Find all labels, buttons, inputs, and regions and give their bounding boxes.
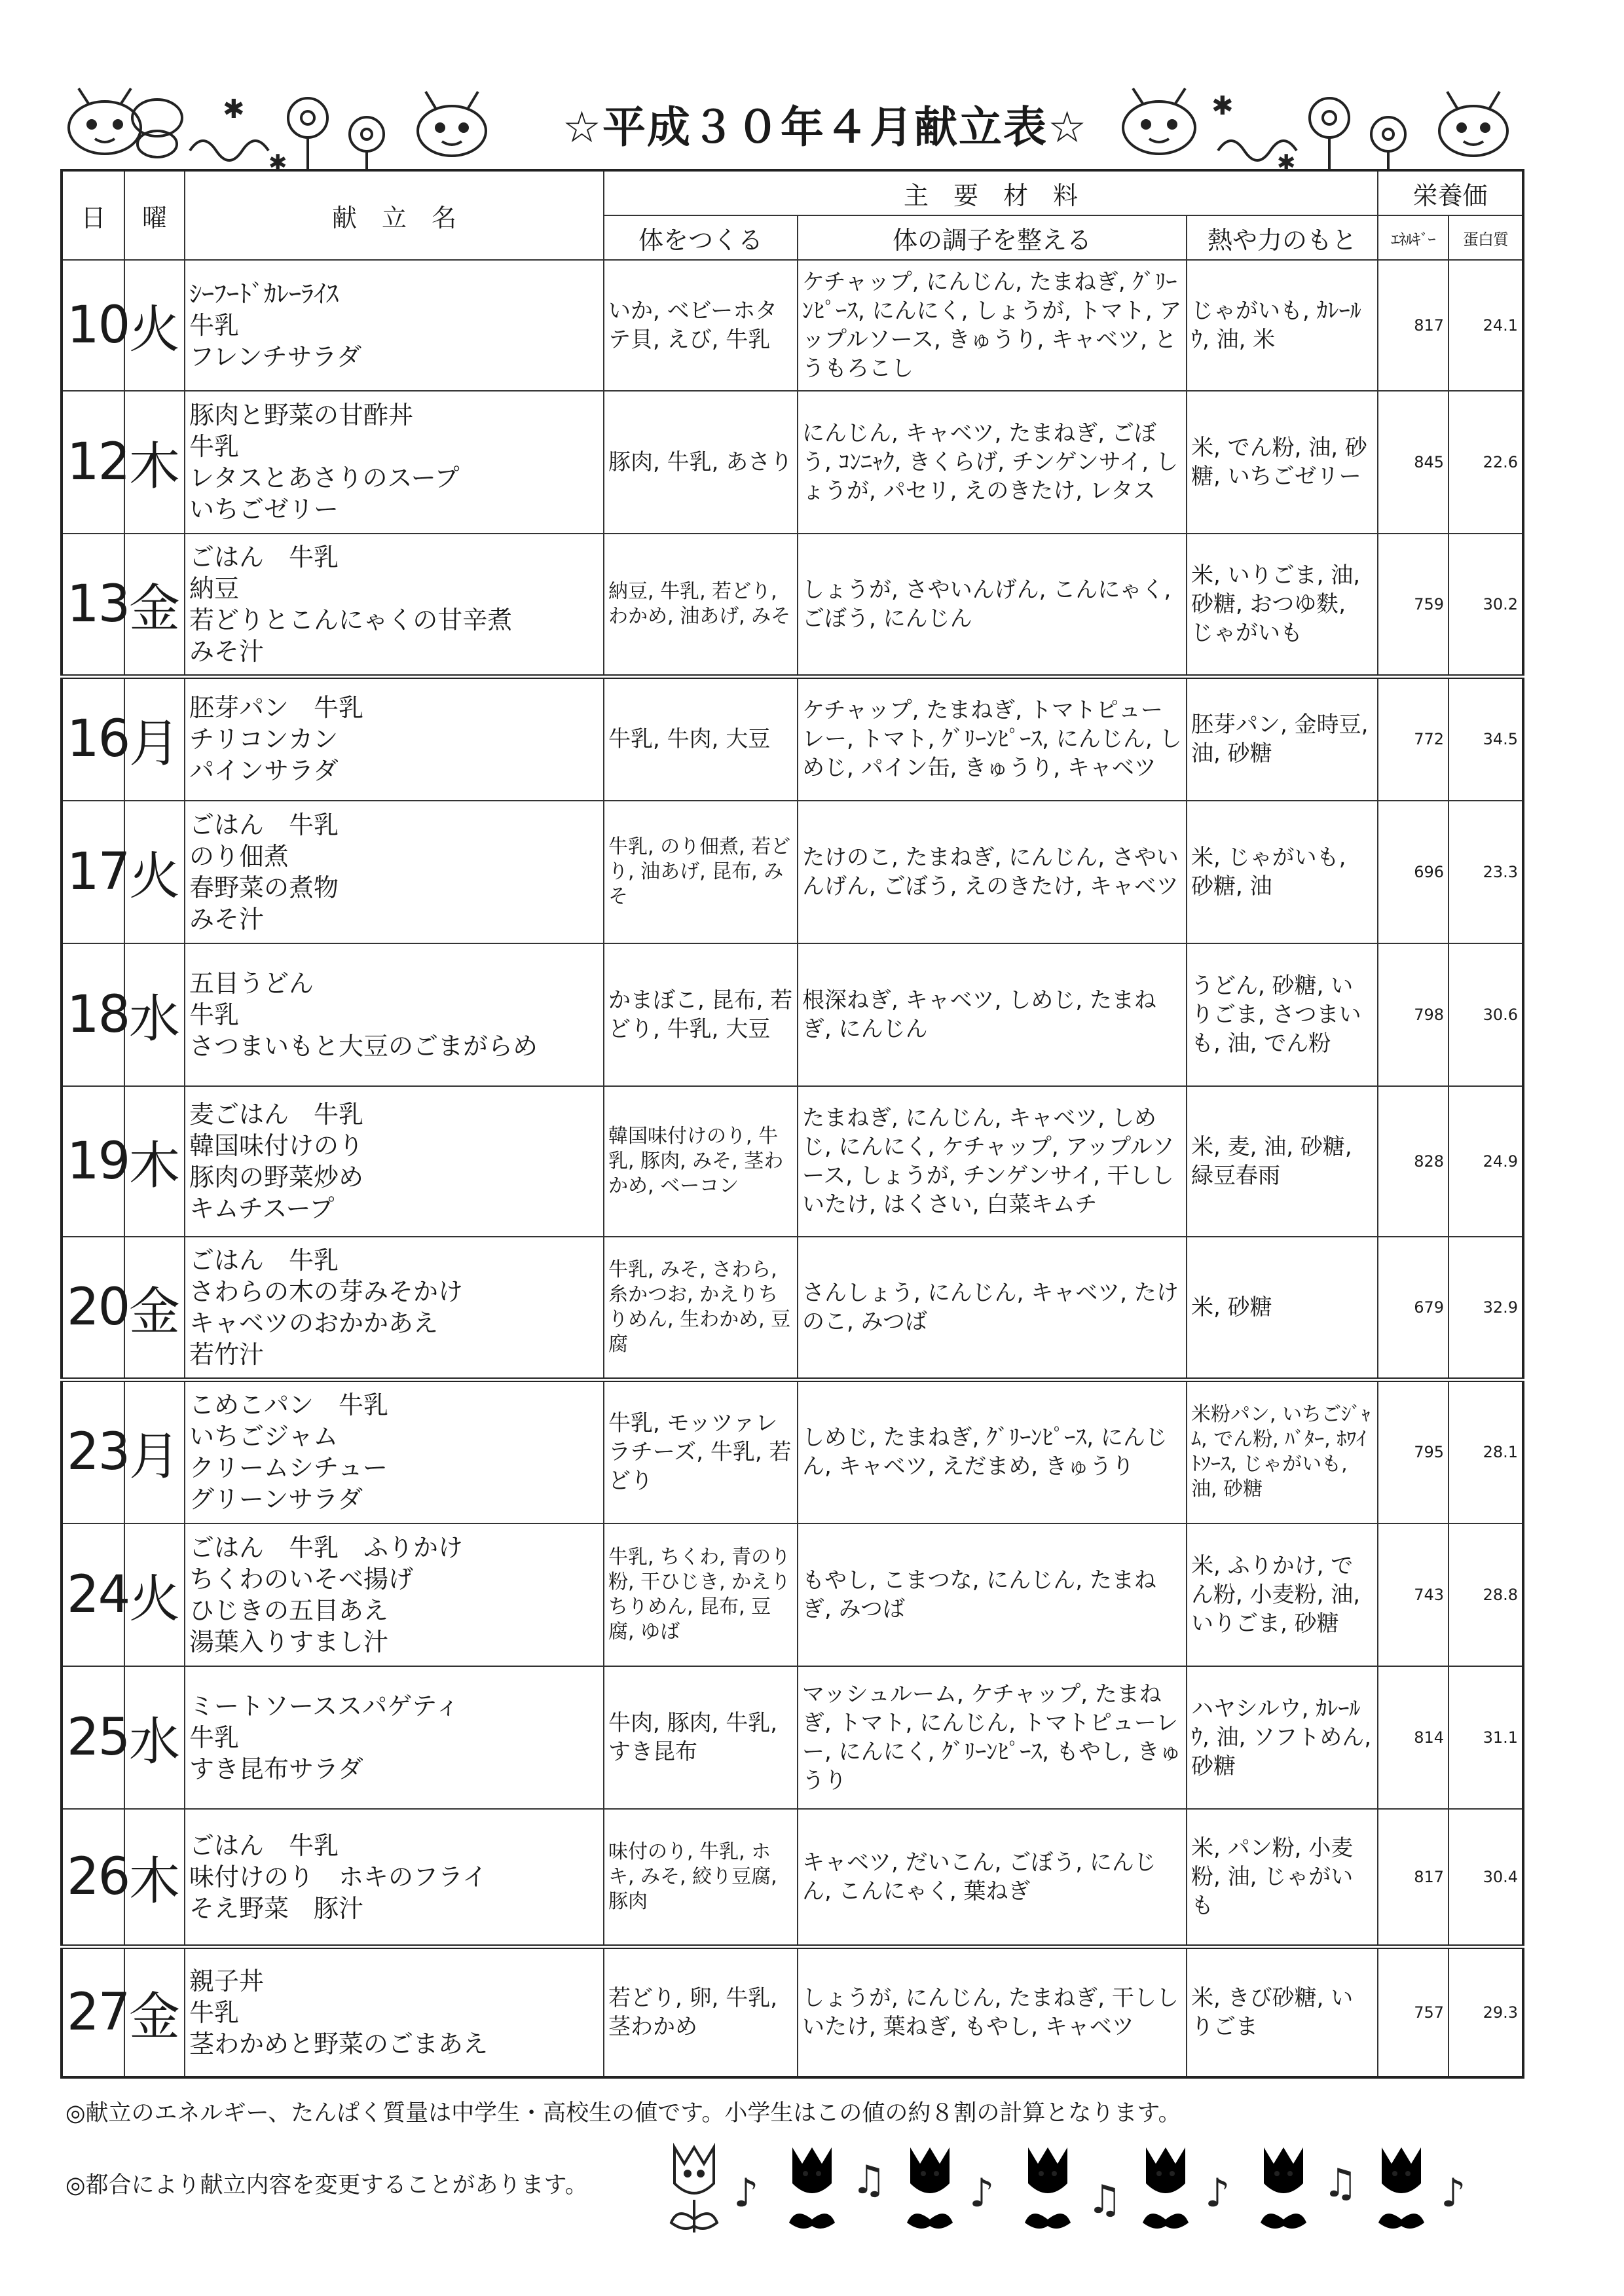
dish-name: ごはん 牛乳 ふりかけ [189,1533,464,1562]
dish-list [185,943,604,1086]
day-number: 17 [62,801,124,943]
menu-row [62,1946,1523,2077]
dish-name: ごはん 牛乳 [189,542,339,572]
menu-row [62,676,1523,801]
dish-list [185,1237,604,1379]
menu-row [62,260,1523,391]
day-number: 26 [62,1809,124,1946]
energy-source-ingredients: じゃがいも, ｶﾚｰﾙｳ, 油, 米 [1187,260,1378,391]
page-title: ☆平成３０年４月献立表☆ [562,102,1088,153]
weekday: 月 [124,676,185,801]
svg-text:✱: ✱ [1211,91,1234,121]
body-condition-ingredients: ケチャップ, にんじん, たまねぎ, ｸﾞﾘｰﾝﾋﾟｰｽ, にんにく, しょうが, トマト, アップルソース, きゅうり, キャベツ, とうもろこし [798,260,1187,391]
dish-name: ｼｰﾌｰﾄﾞｶﾚｰﾗｲｽ [189,280,339,308]
menu-table [60,169,1524,2079]
header-weekday: 曜 [124,170,185,260]
energy-source-ingredients: 米, きび砂糖, いりごま [1187,1946,1378,2077]
dish-name: 胚芽パン 牛乳 [189,693,364,723]
dish-name: 納豆 [189,574,240,603]
dish-list [185,1379,604,1523]
body-build-ingredients: 韓国味付けのり, 牛乳, 豚肉, みそ, 茎わかめ, ベーコン [604,1086,798,1237]
svg-text:♫: ♫ [1323,2160,1358,2206]
energy-value: 845 [1378,391,1449,534]
energy-value: 814 [1378,1666,1449,1809]
menu-row [62,943,1523,1086]
dish-name: ごはん 牛乳 [189,811,339,839]
weekday: 月 [124,1379,185,1523]
weekday: 火 [124,801,185,943]
dish-name: いちごジャム [189,1422,339,1451]
protein-value: 28.1 [1449,1379,1523,1523]
dish-name: パインサラダ [189,756,339,786]
body-condition-ingredients: にんじん, キャベツ, たまねぎ, ごぼう, ｺﾝﾆｬｸ, きくらげ, チンゲンサイ, しょうが, パセリ, えのきたけ, レタス [798,391,1187,534]
body-condition-ingredients: しょうが, にんじん, たまねぎ, 干ししいたけ, 葉ねぎ, もやし, キャベツ [798,1946,1187,2077]
protein-value: 31.1 [1449,1666,1523,1809]
energy-source-ingredients: 米, でん粉, 油, 砂糖, いちごゼリー [1187,391,1378,534]
menu-row [62,1237,1523,1379]
dish-name: こめこパン 牛乳 [189,1391,389,1420]
body-build-ingredients: 牛乳, みそ, さわら, 糸かつお, かえりちりめん, 生わかめ, 豆腐 [604,1237,798,1379]
energy-value: 795 [1378,1379,1449,1523]
protein-value: 23.3 [1449,801,1523,943]
dish-name: 牛乳 [189,311,240,340]
energy-value: 759 [1378,534,1449,676]
protein-value: 29.3 [1449,1946,1523,2077]
energy-value: 696 [1378,801,1449,943]
header-main-ingredients: 主 要 材 料 [604,170,1378,215]
page-header [59,79,1519,177]
energy-value: 798 [1378,943,1449,1086]
svg-text:♪: ♪ [1441,2170,1466,2216]
protein-value: 24.1 [1449,260,1523,391]
energy-value: 757 [1378,1946,1449,2077]
dish-name: クリームシチュー [189,1453,388,1483]
dish-name: 豚肉の野菜炒め [189,1163,364,1192]
weekday: 木 [124,1809,185,1946]
weekday: 金 [124,1237,185,1379]
svg-text:✱: ✱ [268,150,287,176]
energy-value: 817 [1378,260,1449,391]
dish-name: 五目うどん [189,969,314,998]
day-number: 18 [62,943,124,1086]
dish-name: ひじきの五目あえ [189,1596,389,1625]
dish-name: 春野菜の煮物 [189,873,339,902]
dish-list [185,1809,604,1946]
body-build-ingredients: 牛乳, モッツァレラチーズ, 牛乳, 若どり [604,1379,798,1523]
dish-name: いちごゼリー [189,495,339,524]
svg-text:♫: ♫ [1087,2177,1122,2223]
energy-value: 772 [1378,676,1449,801]
weekday: 木 [124,1086,185,1237]
energy-value: 679 [1378,1237,1449,1379]
dish-name: 若竹汁 [189,1339,265,1369]
dish-name: 味付けのり ホキのフライ [189,1862,487,1891]
svg-text:✱: ✱ [223,94,245,124]
header-nutrition: 栄養価 [1378,170,1523,215]
bee-flower-decoration-icon [59,79,504,177]
dish-name: フレンチサラダ [189,342,362,371]
bee-flower-decoration-icon [1107,79,1526,177]
dish-name: そえ野菜 豚汁 [189,1893,364,1923]
dish-name: みそ汁 [189,636,265,666]
note-nutrition: ◎献立のエネルギー、たんぱく質量は中学生・高校生の値です。小学生はこの値の約８割の計算となります。 [65,2100,1181,2126]
menu-row [62,391,1523,534]
tulip-music-decoration-icon [661,2134,1532,2246]
dish-name: さつまいもと大豆のごまがらめ [189,1032,538,1061]
dish-name: 韓国味付けのり [189,1131,364,1160]
day-number: 10 [62,260,124,391]
dish-name: チリコンカン [189,725,339,754]
weekday: 水 [124,943,185,1086]
dish-name: ミートソーススパゲティ [189,1692,460,1721]
dish-name: 茎わかめと野菜のごまあえ [189,2029,489,2058]
body-build-ingredients: いか, ベビーホタテ貝, えび, 牛乳 [604,260,798,391]
body-condition-ingredients: キャベツ, だいこん, ごぼう, にんじん, こんにゃく, 葉ねぎ [798,1809,1187,1946]
dish-name: 牛乳 [189,432,240,461]
energy-source-ingredients: 米, 砂糖 [1187,1237,1378,1379]
dish-name: ごはん 牛乳 [189,1245,339,1275]
dish-name: 豚肉と野菜の甘酢丼 [189,401,414,429]
protein-value: 30.4 [1449,1809,1523,1946]
dish-list [185,1086,604,1237]
body-condition-ingredients: マッシュルーム, ケチャップ, たまねぎ, トマト, にんじん, トマトピューレー, にんにく, ｸﾞﾘｰﾝﾋﾟｰｽ, もやし, きゅうり [798,1666,1187,1809]
dish-name: ちくわのいそべ揚げ [189,1565,414,1594]
body-condition-ingredients: しめじ, たまねぎ, ｸﾞﾘｰﾝﾋﾟｰｽ, にんじん, キャベツ, えだまめ, きゅうり [798,1379,1187,1523]
menu-row [62,1666,1523,1809]
energy-source-ingredients: 米, ふりかけ, でん粉, 小麦粉, 油, いりごま, 砂糖 [1187,1523,1378,1666]
energy-source-ingredients: ハヤシルウ, ｶﾚｰﾙｳ, 油, ソフトめん, 砂糖 [1187,1666,1378,1809]
menu-row [62,1086,1523,1237]
dish-name: キムチスープ [189,1194,335,1223]
energy-source-ingredients: うどん, 砂糖, いりごま, さつまいも, 油, でん粉 [1187,943,1378,1086]
dish-name: さわらの木の芽みそかけ [189,1277,464,1306]
dish-name: キャベツのおかかあえ [189,1308,439,1338]
energy-source-ingredients: 胚芽パン, 金時豆, 油, 砂糖 [1187,676,1378,801]
header-body-build: 体をつくる [604,215,798,260]
dish-list [185,534,604,676]
dish-list [185,260,604,391]
dish-name: 湯葉入りすまし汁 [189,1628,389,1656]
energy-source-ingredients: 米, いりごま, 油, 砂糖, おつゆ麩, じゃがいも [1187,534,1378,676]
svg-text:♫: ♫ [851,2157,887,2203]
dish-list [185,391,604,534]
dish-name: ごはん 牛乳 [189,1831,339,1860]
day-number: 24 [62,1523,124,1666]
day-number: 16 [62,676,124,801]
weekday: 金 [124,1946,185,2077]
weekday: 木 [124,391,185,534]
body-condition-ingredients: たまねぎ, にんじん, キャベツ, しめじ, にんにく, ケチャップ, アップルソース, しょうが, チンゲンサイ, 干ししいたけ, はくさい, 白菜キムチ [798,1086,1187,1237]
body-condition-ingredients: さんしょう, にんじん, キャベツ, たけのこ, みつば [798,1237,1187,1379]
energy-source-ingredients: 米, じゃがいも, 砂糖, 油 [1187,801,1378,943]
svg-text:♪: ♪ [1205,2170,1230,2216]
header-menu-name: 献 立 名 [185,170,604,260]
weekday: 火 [124,1523,185,1666]
dish-name: グリーンサラダ [189,1485,363,1514]
menu-row [62,1379,1523,1523]
day-number: 19 [62,1086,124,1237]
svg-text:♪: ♪ [733,2170,759,2216]
menu-body [62,260,1523,2077]
dish-list [185,1946,604,2077]
energy-value: 828 [1378,1086,1449,1237]
menu-row [62,1809,1523,1946]
menu-row [62,801,1523,943]
energy-source-ingredients: 米, 麦, 油, 砂糖, 緑豆春雨 [1187,1086,1378,1237]
dish-list [185,801,604,943]
header-protein: 蛋白質 [1449,215,1523,260]
dish-name: 麦ごはん 牛乳 [189,1100,364,1129]
dish-list [185,1523,604,1666]
body-build-ingredients: 若どり, 卵, 牛乳, 茎わかめ [604,1946,798,2077]
svg-text:♪: ♪ [969,2170,995,2216]
header-body-condition: 体の調子を整える [798,215,1187,260]
body-condition-ingredients: ケチャップ, たまねぎ, トマトピューレー, トマト, ｸﾞﾘｰﾝﾋﾟｰｽ, にんじん, しめじ, パイン缶, きゅうり, キャベツ [798,676,1187,801]
dish-list [185,676,604,801]
weekday: 水 [124,1666,185,1809]
energy-source-ingredients: 米粉パン, いちごｼﾞｬﾑ, でん粉, ﾊﾞﾀｰ, ﾎﾜｲﾄｿｰｽ, じゃがいも, 油, 砂糖 [1187,1379,1378,1523]
weekday: 金 [124,534,185,676]
body-build-ingredients: 味付のり, 牛乳, ホキ, みそ, 絞り豆腐, 豚肉 [604,1809,798,1946]
day-number: 27 [62,1946,124,2077]
energy-value: 743 [1378,1523,1449,1666]
dish-name: 牛乳 [189,1000,240,1029]
dish-name: すき昆布サラダ [189,1755,363,1783]
dish-name: 牛乳 [189,1997,240,2027]
dish-name: 牛乳 [189,1723,240,1752]
protein-value: 28.8 [1449,1523,1523,1666]
body-build-ingredients: 牛乳, ちくわ, 青のり粉, 干ひじき, かえりちりめん, 昆布, 豆腐, ゆば [604,1523,798,1666]
protein-value: 30.6 [1449,943,1523,1086]
dish-name: 親子丼 [189,1966,265,1995]
protein-value: 30.2 [1449,534,1523,676]
menu-row [62,534,1523,676]
dish-name: のり佃煮 [189,842,289,871]
body-condition-ingredients: もやし, こまつな, にんじん, たまねぎ, みつば [798,1523,1187,1666]
dish-name: レタスとあさりのスープ [189,464,460,492]
weekday: 火 [124,260,185,391]
protein-value: 24.9 [1449,1086,1523,1237]
body-build-ingredients: 豚肉, 牛乳, あさり [604,391,798,534]
energy-source-ingredients: 米, パン粉, 小麦粉, 油, じゃがいも [1187,1809,1378,1946]
body-build-ingredients: 納豆, 牛乳, 若どり, わかめ, 油あげ, みそ [604,534,798,676]
header-day: 日 [62,170,124,260]
header-energy-source: 熱や力のもと [1187,215,1378,260]
header-energy: ｴﾈﾙｷﾞｰ [1378,215,1449,260]
energy-value: 817 [1378,1809,1449,1946]
day-number: 20 [62,1237,124,1379]
body-build-ingredients: 牛肉, 豚肉, 牛乳, すき昆布 [604,1666,798,1809]
body-condition-ingredients: 根深ねぎ, キャベツ, しめじ, たまねぎ, にんじん [798,943,1187,1086]
protein-value: 34.5 [1449,676,1523,801]
body-condition-ingredients: しょうが, さやいんげん, こんにゃく, ごぼう, にんじん [798,534,1187,676]
day-number: 25 [62,1666,124,1809]
menu-row [62,1523,1523,1666]
protein-value: 22.6 [1449,391,1523,534]
day-number: 23 [62,1379,124,1523]
note-change: ◎都合により献立内容を変更することがあります。 [65,2172,588,2198]
dish-list [185,1666,604,1809]
body-condition-ingredients: たけのこ, たまねぎ, にんじん, さやいんげん, ごぼう, えのきたけ, キャベツ [798,801,1187,943]
dish-name: みそ汁 [189,905,265,934]
dish-name: 若どりとこんにゃくの甘辛煮 [189,605,513,634]
body-build-ingredients: かまぼこ, 昆布, 若どり, 牛乳, 大豆 [604,943,798,1086]
protein-value: 32.9 [1449,1237,1523,1379]
body-build-ingredients: 牛乳, のり佃煮, 若どり, 油あげ, 昆布, みそ [604,801,798,943]
svg-text:✱: ✱ [1277,150,1296,176]
day-number: 13 [62,534,124,676]
body-build-ingredients: 牛乳, 牛肉, 大豆 [604,676,798,801]
day-number: 12 [62,391,124,534]
